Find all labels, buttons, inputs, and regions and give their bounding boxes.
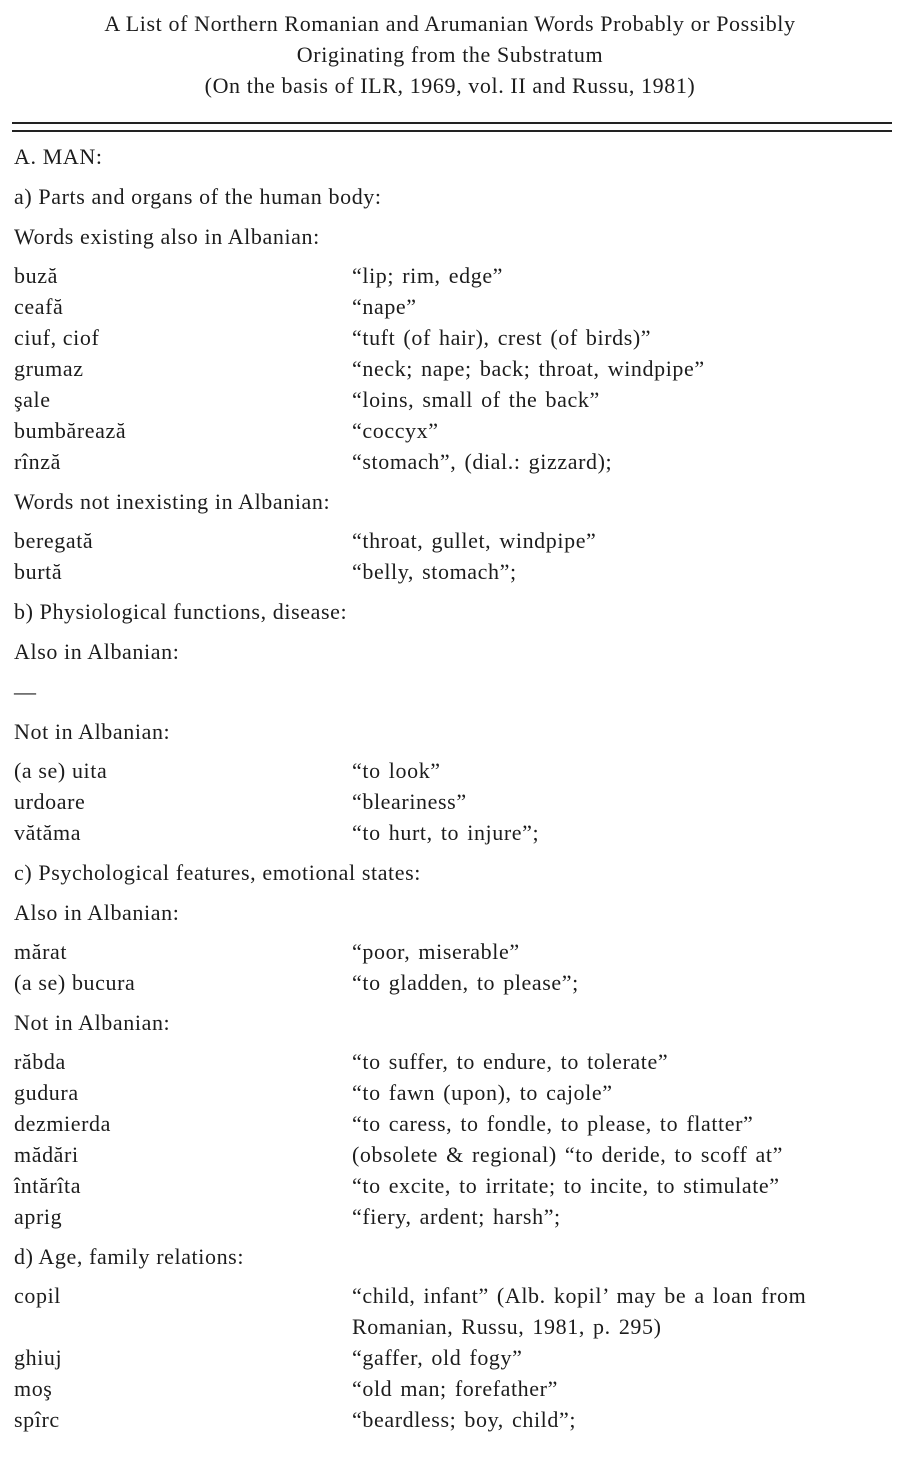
entry xyxy=(14,786,894,817)
entry-gloss: “beardless; boy, child”; xyxy=(352,1407,577,1432)
entry-list xyxy=(14,260,894,477)
entry-gloss: “poor, miserable” xyxy=(352,939,520,964)
title-line-1: A List of Northern Romanian and Arumanian Words Probably or Possibly xyxy=(104,11,796,36)
entry-gloss: “neck; nape; back; throat, windpipe” xyxy=(352,356,705,381)
entry-gloss: (obsolete & regional) “to deride, to scoff at” xyxy=(352,1142,783,1167)
entry-word: (a se) uita xyxy=(14,758,108,783)
entry-gloss: “tuft (of hair), crest (of birds)” xyxy=(352,325,652,350)
entry xyxy=(14,415,894,446)
entry-list xyxy=(14,936,894,998)
entry-word: ciuf, ciof xyxy=(14,325,100,350)
entry-list xyxy=(14,1280,894,1435)
entry xyxy=(14,967,894,998)
subgroup-label: Words existing also in Albanian: xyxy=(14,224,320,249)
entry-gloss: “stomach”, (dial.: gizzard); xyxy=(352,449,613,474)
entry xyxy=(14,817,894,848)
entry-word: buză xyxy=(14,263,58,288)
entry-word: întărîta xyxy=(14,1173,82,1198)
entry-gloss: “gaffer, old fogy” xyxy=(352,1345,523,1370)
entry-word: ceafă xyxy=(14,294,64,319)
category-heading-psychology: c) Psychological features, emotional states: xyxy=(14,860,422,885)
entry xyxy=(14,755,894,786)
entry-word: burtă xyxy=(14,559,63,584)
document-title xyxy=(0,8,900,101)
entry-gloss: “to look” xyxy=(352,758,441,783)
entry-word: urdoare xyxy=(14,789,86,814)
category-heading-body-parts: a) Parts and organs of the human body: xyxy=(14,184,382,209)
entry xyxy=(14,322,894,353)
entry-word: copil xyxy=(14,1283,61,1308)
entry-gloss: “to hurt, to injure”; xyxy=(352,820,540,845)
double-rule-divider xyxy=(12,122,892,132)
entry-gloss: “to fawn (upon), to cajole” xyxy=(352,1080,613,1105)
entry-word: aprig xyxy=(14,1204,63,1229)
entry xyxy=(14,446,894,477)
entry xyxy=(14,1170,894,1201)
entry-list xyxy=(14,525,894,587)
entry-list xyxy=(14,755,894,848)
entry xyxy=(14,1342,894,1373)
entry-word: ghiuj xyxy=(14,1345,63,1370)
entry-word: moş xyxy=(14,1376,53,1401)
category-heading-age-family: d) Age, family relations: xyxy=(14,1244,245,1269)
entry xyxy=(14,1201,894,1232)
entry xyxy=(14,1404,894,1435)
entry xyxy=(14,384,894,415)
entry-word: şale xyxy=(14,387,51,412)
entry xyxy=(14,1139,894,1170)
entry-gloss: “old man; forefather” xyxy=(352,1376,558,1401)
category-heading-physiology: b) Physiological functions, disease: xyxy=(14,599,348,624)
subgroup-label: Also in Albanian: xyxy=(14,639,180,664)
entry-word: răbda xyxy=(14,1049,66,1074)
entry-word: dezmierda xyxy=(14,1111,112,1136)
entry-word: mărat xyxy=(14,939,68,964)
entry-word: (a se) bucura xyxy=(14,970,136,995)
entry-list xyxy=(14,1046,894,1232)
entry-gloss: “to gladden, to please”; xyxy=(352,970,579,995)
entry-gloss: “fiery, ardent; harsh”; xyxy=(352,1204,561,1229)
entry xyxy=(14,260,894,291)
entry-gloss: “lip; rim, edge” xyxy=(352,263,504,288)
entry-gloss: “nape” xyxy=(352,294,417,319)
subgroup-label: Words not inexisting in Albanian: xyxy=(14,489,331,514)
entry-gloss: “to suffer, to endure, to tolerate” xyxy=(352,1049,669,1074)
entry xyxy=(14,1280,894,1342)
title-line-3: (On the basis of ILR, 1969, vol. II and Russu, 1981) xyxy=(204,73,696,98)
entry xyxy=(14,1077,894,1108)
entry-word: rînză xyxy=(14,449,61,474)
entry xyxy=(14,1108,894,1139)
entry-gloss: “child, infant” (Alb. kopil’ may be a loan from Romanian, Russu, 1981, p. 295) xyxy=(352,1283,807,1339)
entry xyxy=(14,291,894,322)
section-heading: A. MAN: xyxy=(14,144,103,169)
subgroup-label: Also in Albanian: xyxy=(14,900,180,925)
entry-word: grumaz xyxy=(14,356,84,381)
entry-gloss: “loins, small of the back” xyxy=(352,387,600,412)
entry-word: gudura xyxy=(14,1080,79,1105)
entry-gloss: “throat, gullet, windpipe” xyxy=(352,528,597,553)
entry-gloss: “coccyx” xyxy=(352,418,439,443)
entry xyxy=(14,936,894,967)
entry xyxy=(14,525,894,556)
entry-gloss: “bleariness” xyxy=(352,789,467,814)
entry-word: vătăma xyxy=(14,820,82,845)
entry-gloss: “to caress, to fondle, to please, to flatter” xyxy=(352,1111,754,1136)
entry-word: mădări xyxy=(14,1142,79,1167)
entry-word: bumbărează xyxy=(14,418,127,443)
entry-word: spîrc xyxy=(14,1407,60,1432)
word-list xyxy=(14,136,894,1435)
subgroup-label: Not in Albanian: xyxy=(14,719,171,744)
entry-gloss: “to excite, to irritate; to incite, to stimulate” xyxy=(352,1173,780,1198)
entry xyxy=(14,556,894,587)
entry-word: beregată xyxy=(14,528,94,553)
empty-entry-dash: — xyxy=(14,679,37,704)
title-line-2: Originating from the Substratum xyxy=(296,42,604,67)
subgroup-label: Not in Albanian: xyxy=(14,1010,171,1035)
entry-gloss: “belly, stomach”; xyxy=(352,559,517,584)
entry xyxy=(14,1046,894,1077)
entry xyxy=(14,353,894,384)
entry xyxy=(14,1373,894,1404)
